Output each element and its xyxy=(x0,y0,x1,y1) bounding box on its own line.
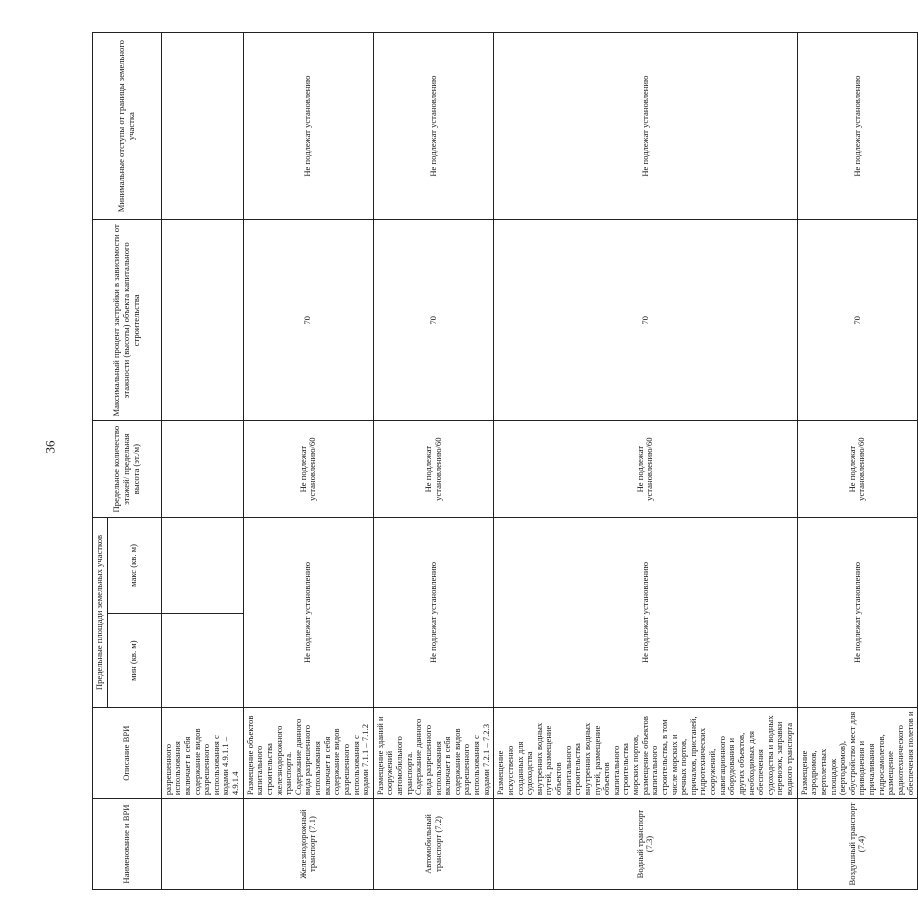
header-min-setback: Минимальные отступы от границы земельного участка xyxy=(93,33,162,220)
row-max-coverage: 70 xyxy=(494,220,797,421)
header-description: Описание ВРИ xyxy=(93,708,162,799)
row-name: Железнодорожный транспорт (7.1) xyxy=(243,799,373,890)
row-plot-area: Не подлежат установлению xyxy=(373,517,494,707)
row-max-coverage: 70 xyxy=(797,220,918,421)
row-plot-area: Не подлежат установлению xyxy=(494,517,797,707)
row-min-setback: Не подлежат установлению xyxy=(243,33,373,220)
row-name: Воздушный транспорт (7.4) xyxy=(797,799,918,890)
table-row xyxy=(797,33,918,890)
row-floors-height: Не подлежат установлению/60 xyxy=(373,421,494,517)
row-name: Автомобильный транспорт (7.2) xyxy=(373,799,494,890)
zoning-regulations-table xyxy=(92,32,918,890)
continuation-coverage-cell xyxy=(161,220,243,421)
row-description: Размещение объектов капитального строительства железнодорожного транспорта. Содержание данного вида разрешенного использования включает в себя содержание видов разрешенного использования с кодами 7.1.1 – 7.1.2 xyxy=(243,708,373,799)
row-description: Размещение искусственно созданных для судоходства внутренних водных путей, размещение объектов капитального строительства внутренних водных путей, размещение объектов капитального строительства морских портов, размещение объектов капитального строительства, в том числе морских и речных портов, причалов, пристаней, гидротехнических сооружений, навигационного оборудования и других объектов, необходимых для обеспечения судоходства и водных перевозок, заправки водного транспорта xyxy=(494,708,797,799)
continuation-description: разрешенного использования включает в себя содержание видов разрешенного использования с кодами 4.9.1.1 – 4.9.1.4 xyxy=(161,708,243,799)
continuation-min-cell xyxy=(161,614,243,708)
header-plot-area-min: мин (кв. м) xyxy=(107,614,161,708)
row-floors-height: Не подлежат установлению/60 xyxy=(494,421,797,517)
table-row xyxy=(373,33,494,890)
table-row xyxy=(494,33,797,890)
continuation-floors-cell xyxy=(161,421,243,517)
table-row xyxy=(243,33,373,890)
page-number: 36 xyxy=(42,440,58,454)
row-min-setback: Не подлежат установлению xyxy=(494,33,797,220)
row-plot-area: Не подлежат установлению xyxy=(797,517,918,707)
header-floors-height: Предельное количество этажей/ предельная высота (эт./м) xyxy=(93,421,162,517)
row-floors-height: Не подлежат установлению/60 xyxy=(797,421,918,517)
row-max-coverage: 70 xyxy=(373,220,494,421)
header-name: Наименование и ВРИ xyxy=(93,799,162,890)
row-min-setback: Не подлежат установлению xyxy=(797,33,918,220)
row-description: Размещение зданий и сооружений автомобильного транспорта. Содержание данного вида разрешенного использования включает в себя содержание видов разрешенного использования с кодами 7.2.1 – 7.2.3 xyxy=(373,708,494,799)
row-description: Размещение аэродромов, вертолетных площадок (вертодромов), обустройство мест для приводнения и причаливания гидросамолетов, размещение радиотехнического обеспечения полетов и xyxy=(797,708,918,799)
header-max-coverage: Максимальный процент застройки в зависимости от этажности (высоты) объекта капитального строительства xyxy=(93,220,162,421)
row-max-coverage: 70 xyxy=(243,220,373,421)
row-name: Водный транспорт (7.3) xyxy=(494,799,797,890)
header-plot-area-max: макс (кв. м) xyxy=(107,517,161,613)
row-min-setback: Не подлежат установлению xyxy=(373,33,494,220)
continuation-name-cell xyxy=(161,799,243,890)
continuation-setback-cell xyxy=(161,33,243,220)
header-plot-area: Предельные площади земельных участков xyxy=(93,517,108,707)
row-plot-area: Не подлежат установлению xyxy=(243,517,373,707)
rotated-table-container xyxy=(92,32,915,890)
continuation-max-cell xyxy=(161,517,243,613)
row-floors-height: Не подлежат установлению/60 xyxy=(243,421,373,517)
